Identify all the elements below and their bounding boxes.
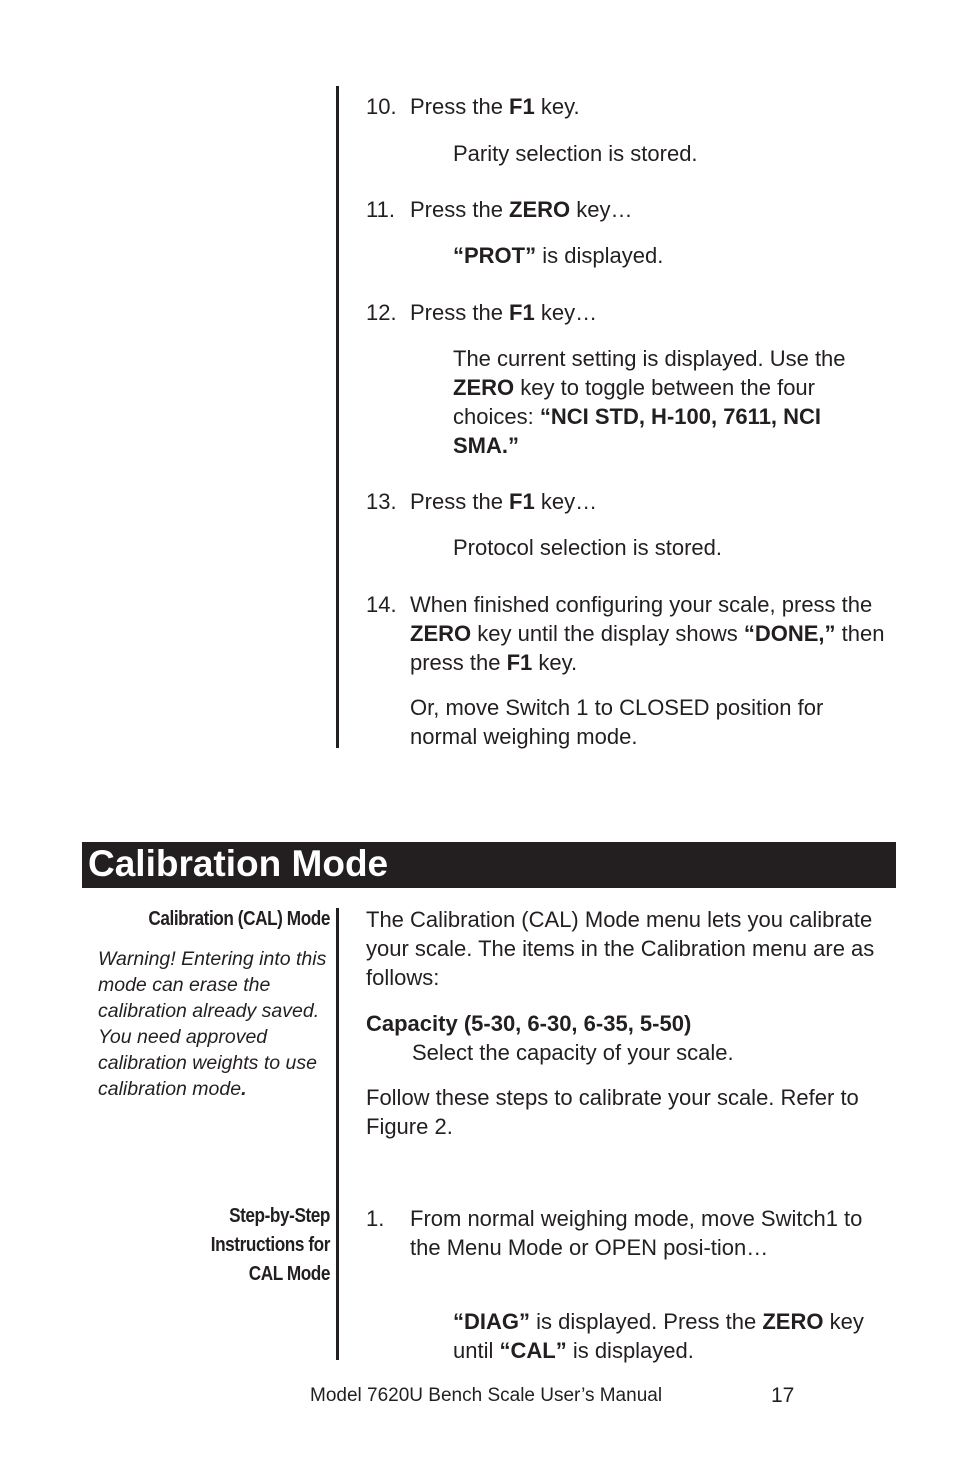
step-instruction: When finished configuring your scale, press the ZERO key until the display shows “DONE,” then press the F1 key. bbox=[410, 592, 885, 675]
sidebar-heading-steps: Step-by-Step Instructions for CAL Mode bbox=[210, 1205, 330, 1285]
footer-manual-title: Model 7620U Bench Scale User’s Manual bbox=[310, 1385, 663, 1406]
sidebar-warning: Warning! Entering into this mode can erase the calibration already saved. You need approved calibration weights to use calibration mode. bbox=[98, 948, 327, 1100]
step-instruction: From normal weighing mode, move Switch1 to the Menu Mode or OPEN posi-tion… bbox=[410, 1206, 863, 1260]
step-result: Protocol selection is stored. bbox=[453, 535, 723, 560]
intro-paragraph: The Calibration (CAL) Mode menu lets you calibrate your scale. The items in the Calibration menu are as follows: bbox=[366, 907, 875, 990]
step-instruction: Press the F1 key… bbox=[410, 300, 598, 325]
section-title: Calibration Mode bbox=[88, 843, 389, 884]
vertical-rule-bottom bbox=[336, 908, 339, 1360]
step-number: 11. bbox=[366, 197, 395, 222]
step-number: 10. bbox=[366, 94, 397, 119]
step-number: 13. bbox=[366, 489, 397, 514]
section-banner bbox=[82, 842, 896, 888]
vertical-rule-top bbox=[336, 86, 339, 748]
page-number: 17 bbox=[771, 1384, 795, 1407]
step-number: 12. bbox=[366, 300, 397, 325]
step-instruction: Press the F1 key… bbox=[410, 489, 598, 514]
step-number: 14. bbox=[366, 592, 397, 617]
step-result: Parity selection is stored. bbox=[453, 141, 698, 166]
step-result: The current setting is displayed. Use the ZERO key to toggle between the four choices: “NCI STD, H-100, 7611, NCI SMA.” bbox=[453, 346, 846, 458]
capacity-description: Select the capacity of your scale. bbox=[412, 1040, 734, 1065]
step-result: “DIAG” is displayed. Press the ZERO key until “CAL” is displayed. bbox=[453, 1309, 864, 1363]
step-result: Or, move Switch 1 to CLOSED position for normal weighing mode. bbox=[410, 695, 824, 749]
step-instruction: Press the ZERO key… bbox=[410, 197, 633, 222]
sidebar-heading-cal-mode: Calibration (CAL) Mode bbox=[148, 908, 330, 930]
step-number: 1. bbox=[366, 1206, 385, 1231]
follow-paragraph: Follow these steps to calibrate your scale. Refer to Figure 2. bbox=[366, 1085, 859, 1139]
step-instruction: Press the F1 key. bbox=[410, 94, 580, 119]
step-result: “PROT” is displayed. bbox=[453, 243, 664, 268]
capacity-heading: Capacity (5-30, 6-30, 6-35, 5-50) bbox=[366, 1011, 692, 1036]
